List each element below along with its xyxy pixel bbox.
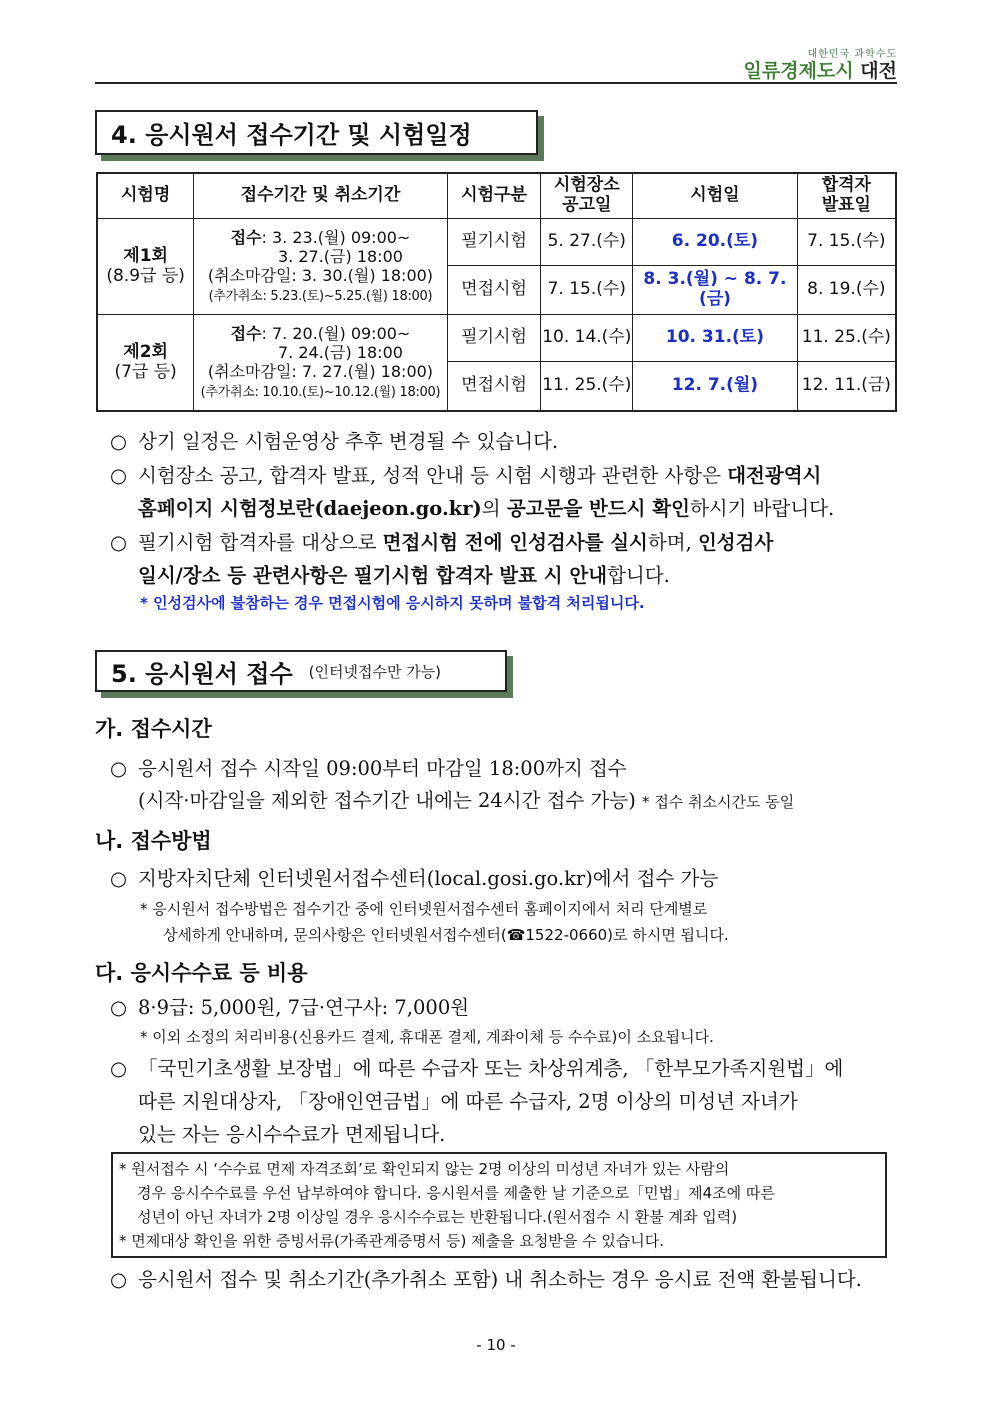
header-logo: [744, 50, 897, 81]
subsection-na-heading: 나. 접수방법: [95, 829, 212, 853]
round-1-cell: 제1회 (8.9급 등): [97, 219, 194, 315]
na-line-1: ○ 지방자치단체 인터넷원서접수센터(local.gosi.go.kr)에서 접수 가능: [110, 862, 900, 895]
exam-type: 필기시험: [447, 219, 541, 266]
exam-type: 필기시험: [447, 315, 541, 362]
notice-date: 5. 27.(수): [541, 219, 633, 266]
exam-date: 12. 7.(월): [633, 362, 798, 412]
ga-line-1: ○ 응시원서 접수 시작일 09:00부터 마감일 18:00까지 접수: [110, 752, 900, 785]
result-date: 7. 15.(수): [797, 219, 896, 266]
header-rule: [95, 82, 897, 84]
header-period: 접수기간 및 취소기간: [194, 173, 447, 219]
notice-date: 7. 15.(수): [541, 266, 633, 315]
bullet-icon: ○: [110, 996, 128, 1019]
round-1-period: 접수: 3. 23.(월) 09:00~ 3. 27.(금) 18:00 (취소마감일: 3. 30.(월) 18:00) (추가취소: 5.23.(토)~5.25.(월) 18:00): [194, 219, 447, 315]
section4-title: 4. 응시원서 접수기간 및 시험일정: [111, 121, 472, 149]
notice-date: 10. 14.(수): [541, 315, 633, 362]
da-line-3: ○ 응시원서 접수 및 취소기간(추가취소 포함) 내 취소하는 경우 응시료 전액 환불됩니다.: [110, 1263, 900, 1296]
round-2-period: 접수: 7. 20.(월) 09:00~ 7. 24.(금) 18:00 (취소마감일: 7. 27.(월) 18:00) (추가취소: 10.10.(토)~10.12.(월) 18:00): [194, 315, 447, 412]
bullet-icon: ○: [110, 531, 128, 554]
exam-date: 8. 3.(월) ~ 8. 7.(금): [633, 266, 798, 315]
header-result-date: 합격자 발표일: [797, 173, 896, 219]
section4-blue-note: * 인성검사에 불참하는 경우 면접시험에 응시하지 못하며 불합격 처리됩니다.: [140, 594, 645, 612]
header-exam-date: 시험일: [633, 173, 798, 219]
section5-title-box: [95, 650, 507, 692]
result-date: 12. 11.(금): [797, 362, 896, 412]
result-date: 11. 25.(수): [797, 315, 896, 362]
logo-tagline: 대한민국 과학수도: [807, 49, 897, 60]
notice-date: 11. 25.(수): [541, 362, 633, 412]
section4-bullet-3: ○ 필기시험 합격자를 대상으로 면접시험 전에 인성검사를 실시하며, 인성검사 일시/장소 등 관련사항은 필기시험 합격자 발표 시 안내합니다.: [110, 526, 900, 592]
bullet-icon: ○: [110, 867, 128, 890]
box-line-4: * 면제대상 확인을 위한 증빙서류(가족관계증명서 등) 제출을 요청받을 수 있습니다.: [119, 1232, 665, 1250]
fee-exemption-notice-box: [111, 1152, 887, 1258]
header-notice-date: 시험장소 공고일: [541, 173, 633, 219]
result-date: 8. 19.(수): [797, 266, 896, 315]
exam-date: 10. 31.(토): [633, 315, 798, 362]
header-exam-type: 시험구분: [447, 173, 541, 219]
section5-title: 5. 응시원서 접수: [111, 659, 293, 688]
exam-type: 면접시험: [447, 362, 541, 412]
header-exam-name: 시험명: [97, 173, 194, 219]
na-note-2: 상세하게 안내하며, 문의사항은 인터넷원서접수센터(☎1522-0660)로 하시면 됩니다.: [163, 926, 729, 944]
bullet-icon: ○: [110, 464, 128, 487]
page-number: - 10 -: [476, 1336, 516, 1354]
box-line-3: 성년이 아닌 자녀가 2명 이상일 경우 응시수수료는 반환됩니다.(원서접수 시 환불 계좌 입력): [137, 1208, 738, 1226]
round-2-cell: 제2회 (7급 등): [97, 315, 194, 412]
da-line-1: ○ 8·9급: 5,000원, 7급·연구사: 7,000원: [110, 991, 900, 1024]
table-row: [97, 315, 896, 362]
da-note-1: * 이외 소정의 처리비용(신용카드 결제, 휴대폰 결제, 계좌이체 등 수수료)이 소요됩니다.: [140, 1028, 714, 1046]
na-note-1: * 응시원서 접수방법은 접수기간 중에 인터넷원서접수센터 홈페이지에서 처리 단계별로: [140, 900, 708, 918]
exam-type: 면접시험: [447, 266, 541, 315]
da-line-2: ○ 「국민기초생활 보장법」에 따른 수급자 또는 차상위계층, 「한부모가족지원법」에 따른 지원대상자, 「장애인연금법」에 따른 수급자, 2명 이상의 미성년 자녀가 있는 자는 응시수수료가 면제됩니다.: [110, 1052, 900, 1151]
ga-line-2: (시작·마감일을 제외한 접수기간 내에는 24시간 접수 가능) * 접수 취소시간도 동일: [138, 789, 795, 812]
box-line-1: * 원서접수 시 ‘수수료 면제 자격조회’로 확인되지 않는 2명 이상의 미성년 자녀가 있는 사람의: [119, 1160, 730, 1178]
schedule-table: [96, 172, 897, 412]
bullet-icon: ○: [110, 430, 128, 453]
table-header-row: [97, 173, 896, 219]
section4-bullet-1: ○ 상기 일정은 시험운영상 추후 변경될 수 있습니다.: [110, 425, 900, 458]
bullet-icon: ○: [110, 1057, 128, 1080]
section4-bullet-2: ○ 시험장소 공고, 합격자 발표, 성적 안내 등 시험 시행과 관련한 사항은 대전광역시 홈페이지 시험정보란(daejeon.go.kr)의 공고문을 반드시 확인하시기 바랍니다.: [110, 459, 900, 525]
box-line-2: 경우 응시수수료를 우선 납부하여야 합니다. 응시원서를 제출한 날 기준으로「민법」제4조에 따른: [137, 1184, 775, 1202]
table-row: [97, 219, 896, 266]
exam-date: 6. 20.(토): [633, 219, 798, 266]
bullet-icon: ○: [110, 1268, 128, 1291]
section4-title-box: [95, 110, 538, 155]
logo-city-text: 대전: [860, 60, 897, 82]
bullet-icon: ○: [110, 757, 128, 780]
logo-title: [744, 62, 897, 81]
subsection-da-heading: 다. 응시수수료 등 비용: [95, 961, 308, 985]
logo-green-text: 일류경제도시: [743, 60, 854, 82]
subsection-ga-heading: 가. 접수시간: [95, 717, 212, 741]
section5-subtitle: (인터넷접수만 가능): [308, 662, 442, 681]
